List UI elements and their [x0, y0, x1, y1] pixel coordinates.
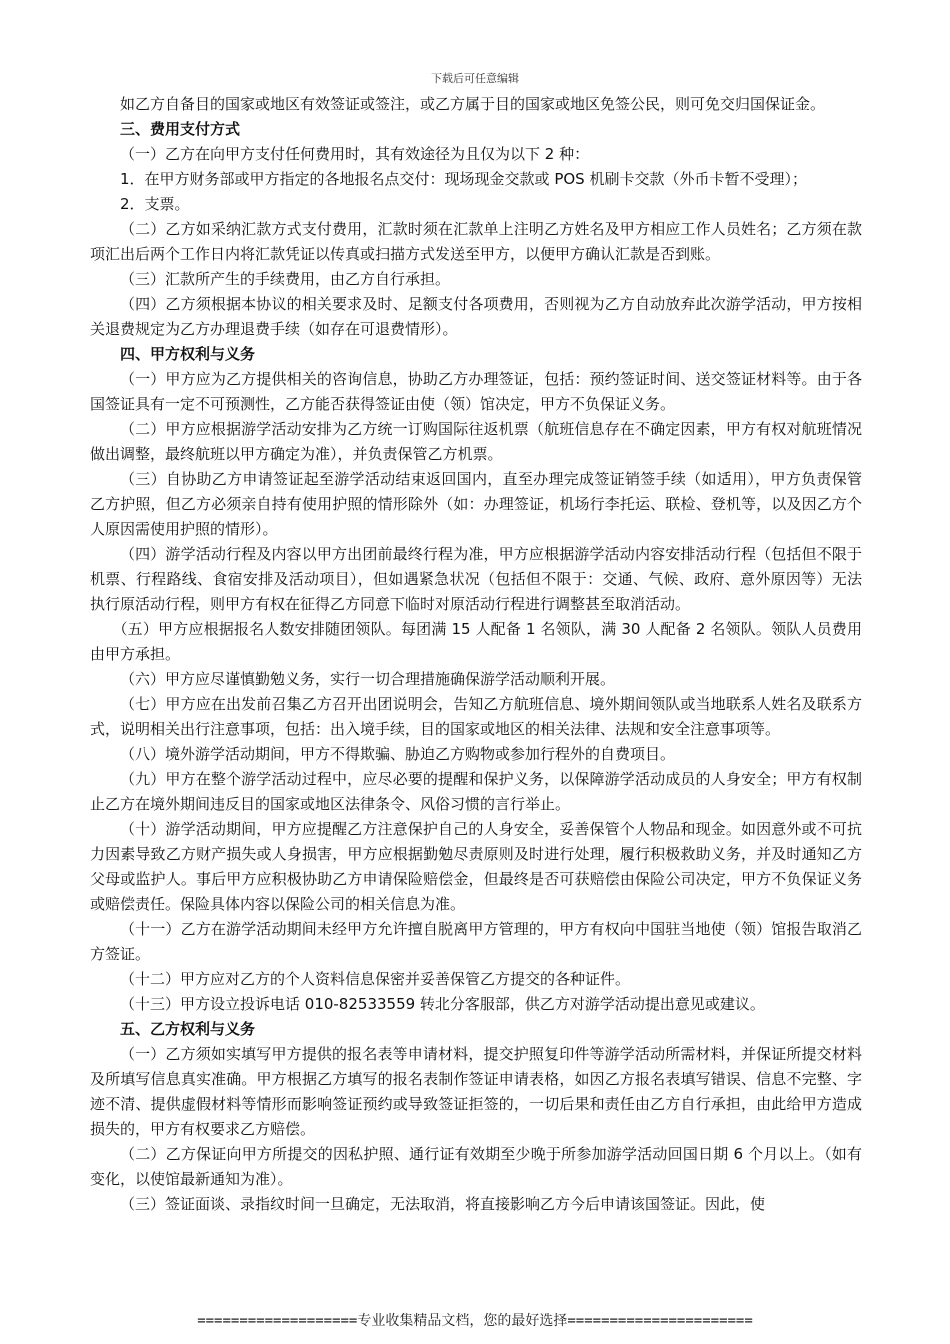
section-heading: 四、甲方权利与义务: [120, 345, 256, 363]
body-paragraph: （一）乙方在向甲方支付任何费用时，其有效途径为且仅为以下 2 种：: [120, 145, 590, 163]
body-paragraph: （三）自协助乙方申请签证起至游学活动结束返回国内，直至办理完成签证销签手续（如适用），甲方负责保管乙方护照，但乙方必须亲自持有使用护照的情形除外（如：办理签证，机场行李托运、联检、登机等，以及因乙方个人原因需使用护照的情形）。: [90, 470, 862, 538]
body-paragraph: （二）甲方应根据游学活动安排为乙方统一订购国际往返机票（航班信息存在不确定因素，甲方有权对航班情况做出调整，最终航班以甲方确定为准），并负责保管乙方机票。: [90, 420, 862, 463]
body-paragraph: （三）汇款所产生的手续费用，由乙方自行承担。: [120, 270, 451, 288]
body-paragraph: （一）甲方应为乙方提供相关的咨询信息，协助乙方办理签证，包括：预约签证时间、送交签证材料等。由于各国签证具有一定不可预测性，乙方能否获得签证由使（领）馆决定，甲方不负保证义务。: [90, 370, 862, 413]
body-paragraph: 1．在甲方财务部或甲方指定的各地报名点交付：现场现金交款或 POS 机刷卡交款（外币卡暂不受理）；: [120, 170, 807, 188]
body-paragraph: （五）甲方应根据报名人数安排随团领队。每团满 15 人配备 1 名领队，满 30 人配备 2 名领队。领队人员费用由甲方承担。: [90, 620, 862, 663]
section-heading: 三、费用支付方式: [120, 120, 241, 138]
body-paragraph: （六）甲方应尽谨慎勤勉义务，实行一切合理措施确保游学活动顺利开展。: [120, 670, 616, 688]
section-heading: 五、乙方权利与义务: [120, 1020, 256, 1038]
body-paragraph: （十二）甲方应对乙方的个人资料信息保密并妥善保管乙方提交的各种证件。: [120, 970, 631, 988]
body-paragraph: （九）甲方在整个游学活动过程中，应尽必要的提醒和保护义务，以保障游学活动成员的人身安全；甲方有权制止乙方在境外期间违反目的国家或地区法律条令、风俗习惯的言行举止。: [90, 770, 862, 813]
body-paragraph: （三）签证面谈、录指纹时间一旦确定，无法取消，将直接影响乙方今后申请该国签证。因此，使: [120, 1195, 766, 1213]
body-paragraph: （四）乙方须根据本协议的相关要求及时、足额支付各项费用，否则视为乙方自动放弃此次游学活动，甲方按相关退费规定为乙方办理退费手续（如存在可退费情形）。: [90, 295, 862, 338]
page-header: 下载后可任意编辑: [431, 72, 519, 85]
page-footer: ===================专业收集精品文档，您的最好选择======================: [197, 1313, 753, 1329]
body-paragraph: （二）乙方保证向甲方所提交的因私护照、通行证有效期至少晚于所参加游学活动回国日期 6 个月以上。（如有变化，以使馆最新通知为准）。: [90, 1145, 862, 1188]
body-paragraph: （十）游学活动期间，甲方应提醒乙方注意保护自己的人身安全，妥善保管个人物品和现金。如因意外或不可抗力因素导致乙方财产损失或人身损害，甲方应根据勤勉尽责原则及时进行处理，履行积极救助义务，并及时通知乙方父母或监护人。事后甲方应积极协助乙方申请保险赔偿金，但最终是否可获赔偿由保险公司决定，甲方不负保证义务或赔偿责任。保险具体内容以保险公司的相关信息为准。: [90, 820, 862, 913]
document-body: [90, 92, 862, 1217]
body-paragraph: （七）甲方应在出发前召集乙方召开出团说明会，告知乙方航班信息、境外期间领队或当地联系人姓名及联系方式，说明相关出行注意事项，包括：出入境手续，目的国家或地区的相关法律、法规和安全注意事项等。: [90, 695, 862, 738]
body-paragraph: 2．支票。: [120, 195, 190, 213]
body-paragraph: （一）乙方须如实填写甲方提供的报名表等申请材料，提交护照复印件等游学活动所需材料，并保证所提交材料及所填写信息真实准确。甲方根据乙方填写的报名表制作签证申请表格，如因乙方报名表填写错误、信息不完整、字迹不清、提供虚假材料等情形而影响签证预约或导致签证拒签的，一切后果和责任由乙方自行承担，由此给甲方造成损失的，甲方有权要求乙方赔偿。: [90, 1045, 862, 1138]
body-paragraph: （四）游学活动行程及内容以甲方出团前最终行程为准，甲方应根据游学活动内容安排活动行程（包括但不限于机票、行程路线、食宿安排及活动项目），但如遇紧急状况（包括但不限于：交通、气候、政府、意外原因等）无法执行原活动行程，则甲方有权在征得乙方同意下临时对原活动行程进行调整甚至取消活动。: [90, 545, 862, 613]
body-paragraph: （二）乙方如采纳汇款方式支付费用，汇款时须在汇款单上注明乙方姓名及甲方相应工作人员姓名；乙方须在款项汇出后两个工作日内将汇款凭证以传真或扫描方式发送至甲方，以便甲方确认汇款是否到账。: [90, 220, 862, 263]
body-paragraph: （十三）甲方设立投诉电话 010-82533559 转北分客服部，供乙方对游学活动提出意见或建议。: [120, 995, 765, 1013]
body-paragraph: （八）境外游学活动期间，甲方不得欺骗、胁迫乙方购物或参加行程外的自费项目。: [120, 745, 676, 763]
body-paragraph: （十一）乙方在游学活动期间未经甲方允许擅自脱离甲方管理的，甲方有权向中国驻当地使（领）馆报告取消乙方签证。: [90, 920, 862, 963]
body-paragraph: 如乙方自备目的国家或地区有效签证或签注，或乙方属于目的国家或地区免签公民，则可免交归国保证金。: [120, 95, 826, 113]
